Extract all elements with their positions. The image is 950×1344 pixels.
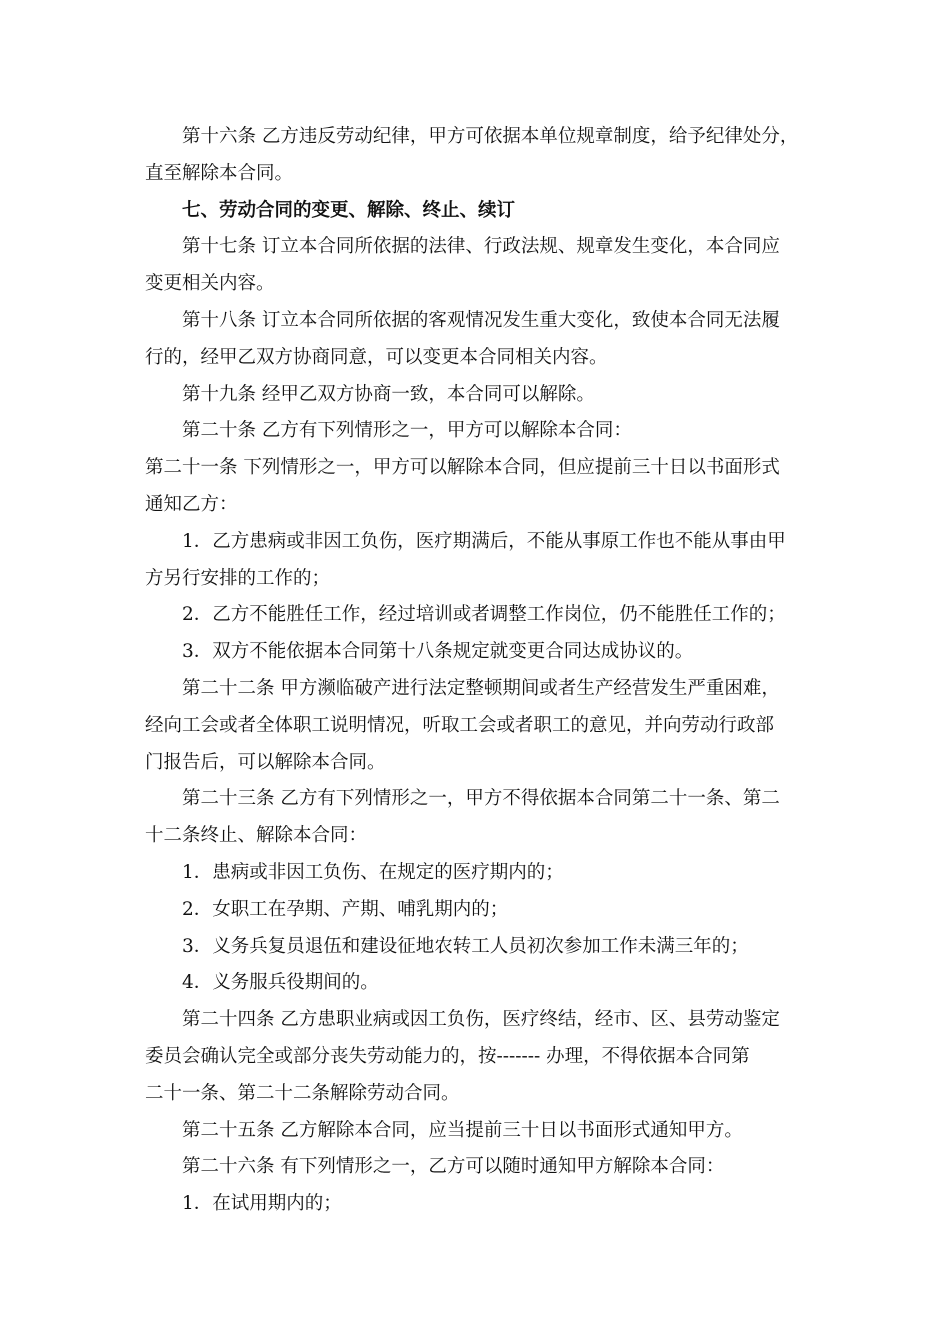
paragraph-line: 第二十一条 下列情形之一，甲方可以解除本合同，但应提前三十日以书面形式 xyxy=(145,457,780,479)
paragraph-line: 1．患病或非因工负伤、在规定的医疗期内的； xyxy=(182,861,564,883)
paragraph-line: 1．乙方患病或非因工负伤，医疗期满后，不能从事原工作也不能从事由甲 xyxy=(182,530,786,552)
paragraph-line: 方另行安排的工作的； xyxy=(145,567,331,589)
paragraph-line: 行的，经甲乙双方协商同意，可以变更本合同相关内容。 xyxy=(145,346,608,368)
paragraph-line: 十二条终止、解除本合同： xyxy=(145,825,368,847)
paragraph-line: 2．乙方不能胜任工作，经过培训或者调整工作岗位，仍不能胜任工作的； xyxy=(182,604,786,626)
paragraph-line: 第十八条 订立本合同所依据的客观情况发生重大变化，致使本合同无法履 xyxy=(182,309,780,331)
paragraph-line: 2．女职工在孕期、产期、哺乳期内的； xyxy=(182,898,509,920)
paragraph-line: 二十一条、第二十二条解除劳动合同。 xyxy=(145,1082,460,1104)
paragraph-line: 经向工会或者全体职工说明情况，听取工会或者职工的意见，并向劳动行政部 xyxy=(145,714,775,736)
paragraph-line: 第十九条 经甲乙双方协商一致，本合同可以解除。 xyxy=(182,383,595,405)
section-heading: 七、劳动合同的变更、解除、终止、续订 xyxy=(182,199,516,221)
paragraph-line: 门报告后，可以解除本合同。 xyxy=(145,751,386,773)
paragraph-line: 第二十四条 乙方患职业病或因工负伤，医疗终结，经市、区、县劳动鉴定 xyxy=(182,1009,780,1031)
paragraph-line: 3．义务兵复员退伍和建设征地农转工人员初次参加工作未满三年的； xyxy=(182,935,749,957)
paragraph-line: 3．双方不能依据本合同第十八条规定就变更合同达成协议的。 xyxy=(182,641,694,663)
paragraph-line: 第二十五条 乙方解除本合同，应当提前三十日以书面形式通知甲方。 xyxy=(182,1119,743,1141)
paragraph-line: 第十六条 乙方违反劳动纪律，甲方可依据本单位规章制度，给予纪律处分， xyxy=(182,126,799,147)
document-body xyxy=(145,119,820,1223)
paragraph-line: 第二十三条 乙方有下列情形之一，甲方不得依据本合同第二十一条、第二 xyxy=(182,788,780,810)
paragraph-line: 通知乙方： xyxy=(145,493,238,515)
paragraph-line: 1．在试用期内的； xyxy=(182,1193,342,1215)
paragraph-line: 4．义务服兵役期间的。 xyxy=(182,972,379,994)
paragraph-line: 第十七条 订立本合同所依据的法律、行政法规、规章发生变化，本合同应 xyxy=(182,236,780,258)
paragraph-line: 第二十六条 有下列情形之一，乙方可以随时通知甲方解除本合同： xyxy=(182,1156,725,1178)
paragraph-line: 变更相关内容。 xyxy=(145,273,275,295)
paragraph-line: 直至解除本合同。 xyxy=(145,162,294,184)
paragraph-line: 第二十二条 甲方濒临破产进行法定整顿期间或者生产经营发生严重困难， xyxy=(182,677,780,699)
paragraph-line: 委员会确认完全或部分丧失劳动能力的，按------- 办理，不得依据本合同第 xyxy=(145,1045,750,1067)
paragraph-line: 第二十条 乙方有下列情形之一，甲方可以解除本合同： xyxy=(182,420,632,442)
